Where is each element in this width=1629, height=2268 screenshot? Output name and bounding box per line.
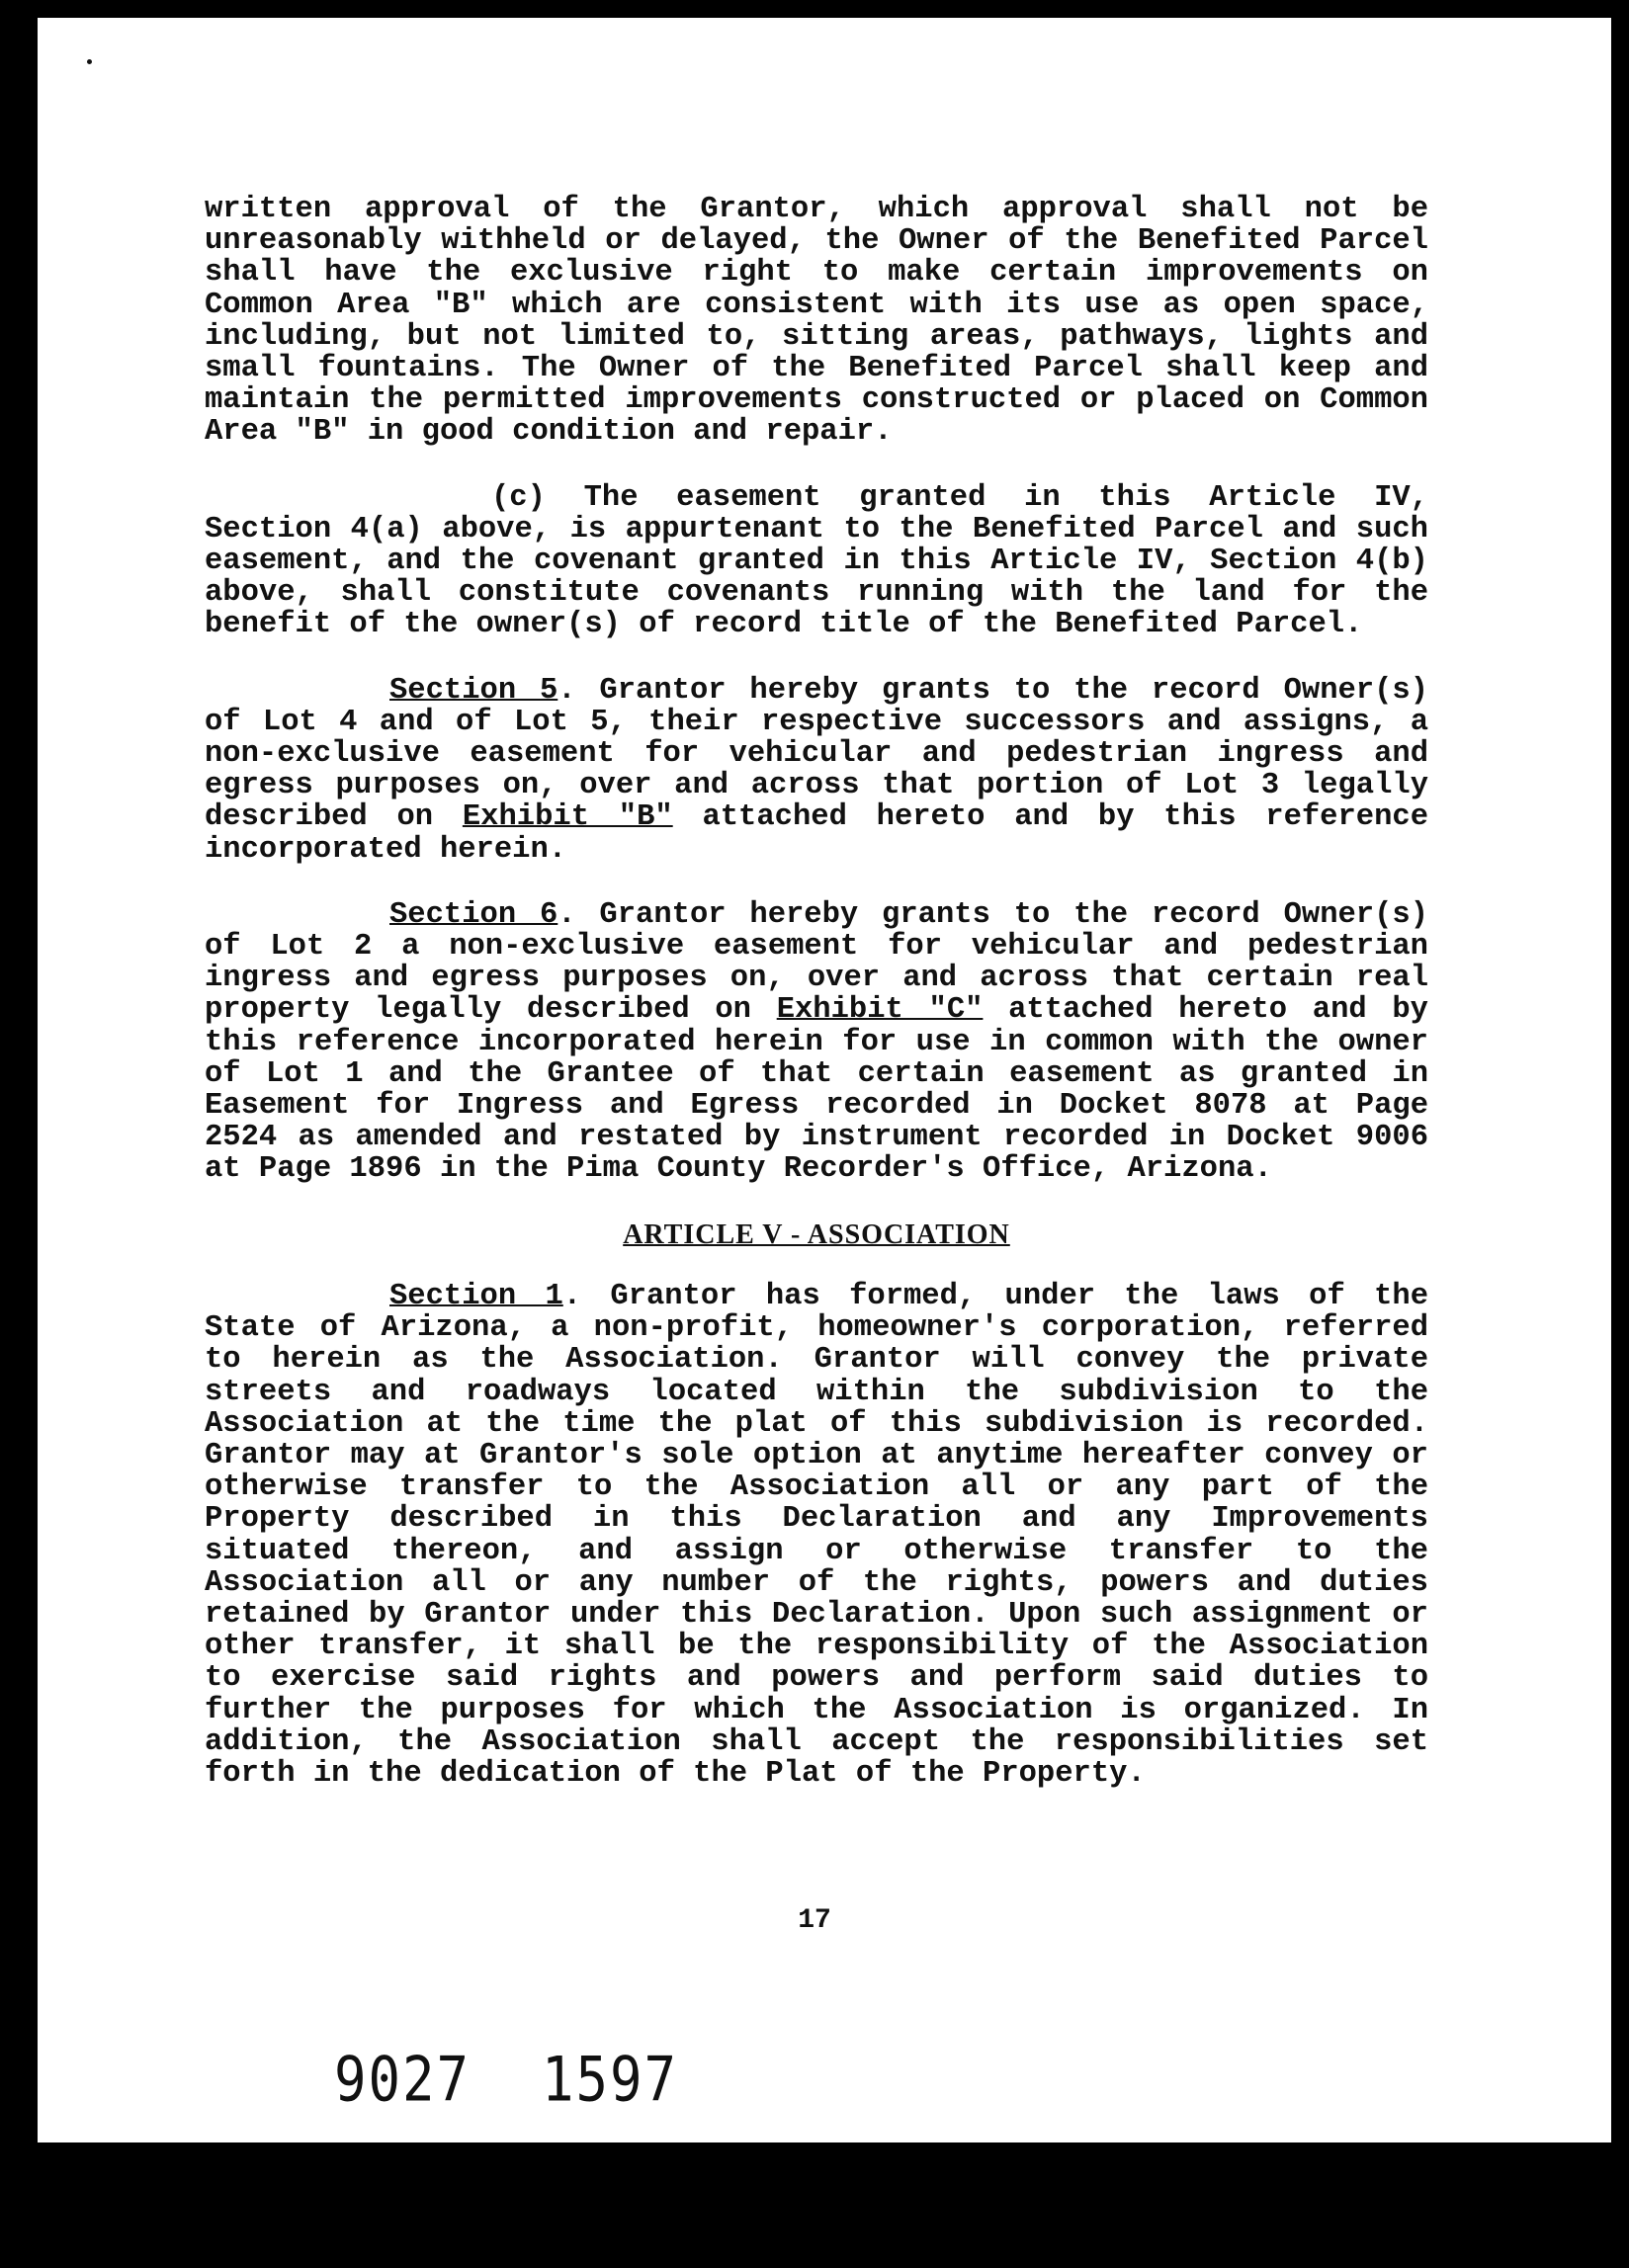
section-6-label: Section 6 — [389, 897, 558, 932]
section-5-label: Section 5 — [389, 673, 558, 708]
page-number: 17 — [798, 1905, 831, 1936]
paragraph-section-5 — [205, 675, 1428, 866]
paragraph-article-5-section-1 — [205, 1281, 1428, 1790]
exhibit-b-reference: Exhibit "B" — [462, 800, 673, 835]
paragraph-subsection-c: (c) The easement granted in this Article IV, Section 4(a) above, is appurtenant to the Benefited Parcel and such easement, and the covenant granted in this Article IV, Section 4(b) above, shall constitute covenants running with the land for the benefit of the owner(s) of record title of the Benefited Parcel. — [205, 480, 1428, 642]
section-6-text-end: attached hereto and by this reference incorporated herein for use in common with the owner of Lot 1 and the Grantee of that certain easement as granted in Easement for Ingress and Egress recorded in Docket 8078 at Page 2524 as amended and restated by instrument recorded in Docket 9006 at Page 1896 in the Pima County Recorder's Office, Arizona. — [205, 993, 1428, 1187]
exhibit-c-reference: Exhibit "C" — [776, 993, 984, 1028]
page-stamp: 1597 — [542, 2044, 679, 2116]
article-heading: ARTICLE V - ASSOCIATION — [623, 1218, 1010, 1250]
article-5-section-1-text: . Grantor has formed, under the laws of the State of Arizona, a non-profit, homeowner's corporation, referred to herein as the Association. Grantor will convey the private streets and roadways located within the subdivision to the Association at the time the plat of this subdivision is recorded. Grantor may at Grantor's sole option at anytime hereafter convey or otherwise transfer to the Association all or any part of the Property described in this Declaration and any Improvements situated thereon, and assign or otherwise transfer to the Association all or any number of the rights, powers and duties retained by Grantor under this Declaration. Upon such assignment or other transfer, it shall be the responsibility of the Association to exercise said rights and powers and perform said duties to further the purposes for which the Association is organized. In addition, the Association shall accept the responsibilities set forth in the dedication of the Plat of the Property. — [205, 1279, 1429, 1791]
section-5-text-end: attached hereto and by this reference incorporated herein. — [205, 800, 1428, 867]
scan-speck — [87, 59, 92, 64]
article-5-section-1-label: Section 1 — [389, 1279, 563, 1313]
section-6-text: . Grantor hereby grants to the record Owner(s) of Lot 2 a non-exclusive easement for vehicular and pedestrian ingress and egress purposes on, over and across that certain real property legally described on — [205, 897, 1429, 1028]
section-5-text: . Grantor hereby grants to the record Owner(s) of Lot 4 and of Lot 5, their respective successors and assigns, a non-exclusive easement for vehicular and pedestrian ingress and egress purposes on, over and across that portion of Lot 3 legally described on — [205, 673, 1429, 835]
document-body — [205, 194, 1428, 1823]
paragraph-continuation: written approval of the Grantor, which approval shall not be unreasonably withheld or delayed, the Owner of the Benefited Parcel shall have the exclusive right to make certain improvements on Common Area "B" which are consistent with its use as open space, including, but not limited to, sitting areas, pathways, lights and small fountains. The Owner of the Benefited Parcel shall keep and maintain the permitted improvements constructed or placed on Common Area "B" in good condition and repair. — [205, 193, 1428, 450]
paragraph-section-6 — [205, 899, 1428, 1186]
docket-stamp: 9027 — [334, 2044, 472, 2116]
